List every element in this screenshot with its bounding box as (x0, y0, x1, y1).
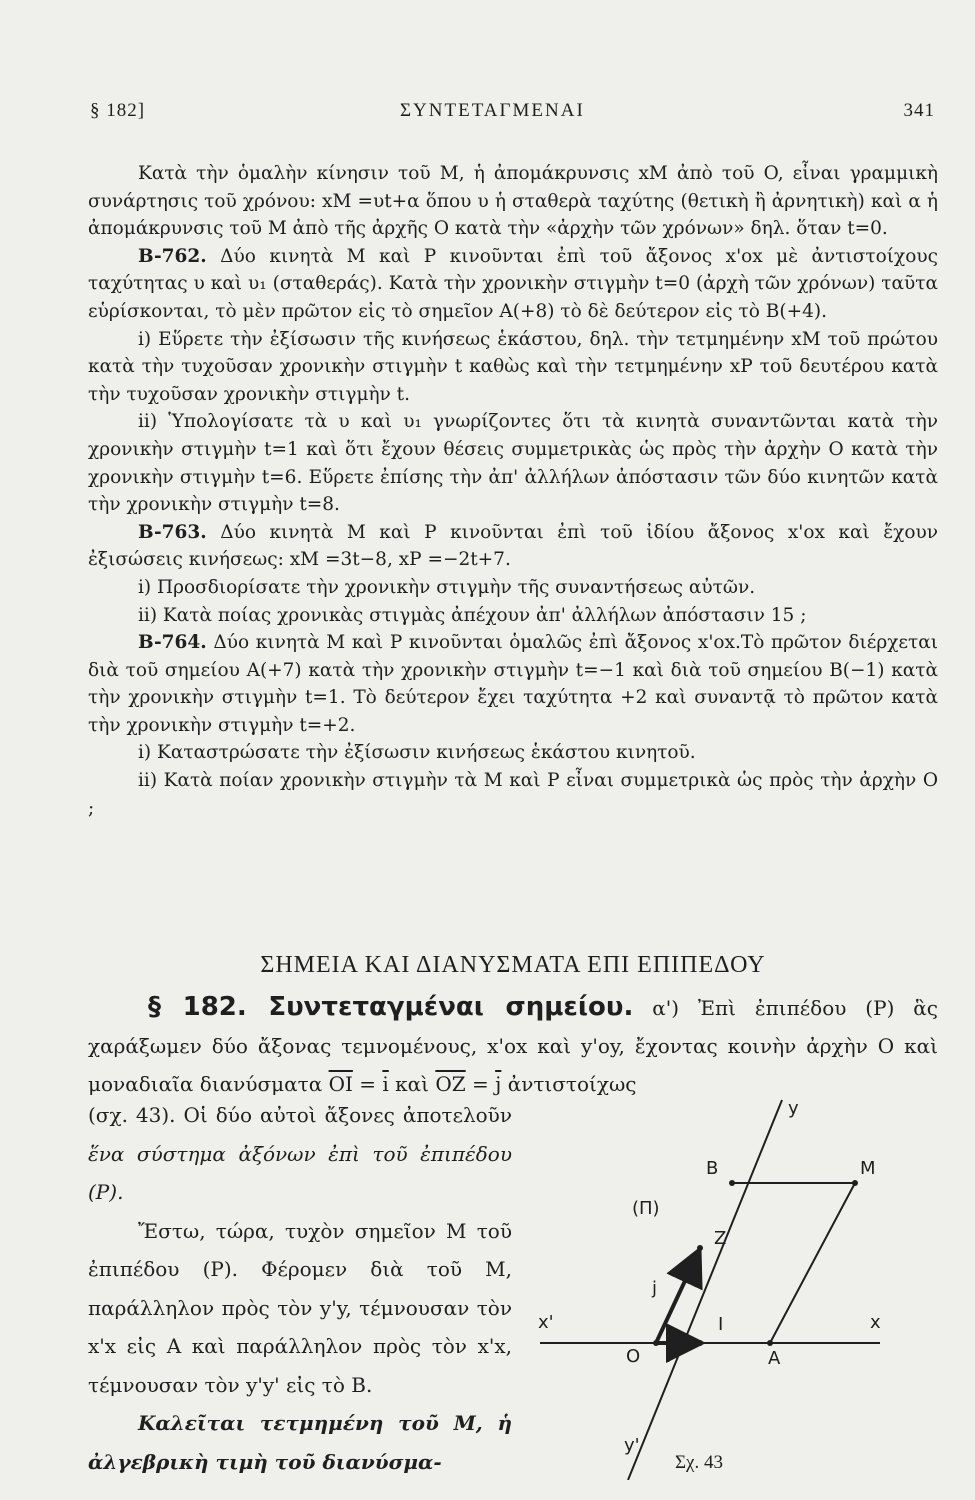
section-intro (88, 988, 938, 1103)
label-x: x (870, 1312, 881, 1333)
problem-text: Δύο κινητὰ Μ καὶ Ρ κινοῦνται ἐπὶ τοῦ ἰδίου ἄξονος x'ox καὶ ἔχουν ἐξισώσεις κινήσεως: xM =3t−8, xP =−2t+7. (88, 521, 939, 571)
point-b (729, 1180, 735, 1186)
figure-caption: Σχ. 43 (675, 1452, 723, 1473)
label-j-vector: j (652, 1278, 658, 1299)
paragraph-point-m: Ἔστω, τώρα, τυχὸν σημεῖον Μ τοῦ ἐπιπέδου (Ρ). Φέρομεν διὰ τοῦ Μ, παράλληλον πρὸς τὸν y'y, τέμνουσαν τὸν x'x εἰς Α καὶ παράλληλον πρὸς τὸν x'x, τέμνουσαν τὸν y'y' εἰς τὸ Β. (88, 1218, 512, 1397)
label-b: B (706, 1158, 719, 1179)
section-text: α') Ἐπὶ ἐπιπέδου (Ρ) ἃς χαράξωμεν δύο ἄξονας τεμνομένους, x'ox καὶ y'oy, ἔχοντας κοινὴν ἀρχὴν O καὶ μοναδιαῖα διανύσματα (88, 996, 938, 1096)
point-m (852, 1180, 858, 1186)
problem-part: i) Καταστρώσατε τὴν ἐξίσωσιν κινήσεως ἑκάστου κινητοῦ. (138, 742, 696, 764)
label-m: M (860, 1158, 876, 1179)
problem-b763 (88, 519, 938, 574)
problems-block (88, 160, 938, 822)
problem-id: B-762. (138, 245, 207, 267)
section-heading: § 182. Συντεταγμέναι σημείου. (148, 992, 634, 1022)
problem-part: ii) Ὑπολογίσατε τὰ υ καὶ υ₁ γνωρίζοντες ὅτι τὰ κινητὰ συναντῶνται κατὰ τὴν χρονικὴν στιγμὴν t=1 καὶ ὅτι ἔχουν θέσεις συμμετρικὰς ὡς πρὸς τὴν ἀρχὴν O κατὰ τὴν χρονικὴν στιγμὴν t=6. Εὕρετε ἐπίσης τὴν ἀπ' ἀλλήλων ἀπόστασιν τῶν δύο κινητῶν κατὰ τὴν χρονικὴν στιγμὴν t=8. (88, 411, 938, 516)
running-header (90, 100, 935, 130)
problem-text: Δύο κινητὰ Μ καὶ Ρ κινοῦνται ἐπὶ τοῦ ἄξονος x'ox μὲ ἀντιστοίχους ταχύτητας υ καὶ υ₁ (σταθεράς). Κατὰ τὴν χρονικὴν στιγμὴν t=0 (ἀρχὴ τῶν χρόνων) ταῦτα εὑρίσκονται, τὸ μὲν πρῶτον εἰς τὸ σημεῖον Α(+8) τὸ δὲ δεύτερον εἰς τὸ Β(+4). (88, 245, 938, 322)
vector-oz: $\overline{OZ}$ (435, 1072, 466, 1096)
section-title: ΣΗΜΕΙΑ ΚΑΙ ΔΙΑΝΥΣΜΑΤΑ ΕΠΙ ΕΠΙΠΕΔΟΥ (260, 952, 766, 978)
problem-part: ii) Κατὰ ποίαν χρονικὴν στιγμὴν τὰ Μ καὶ Ρ εἶναι συμμετρικὰ ὡς πρὸς τὴν ἀρχὴν O ; (88, 770, 938, 819)
problem-id: B-763. (138, 521, 207, 543)
vector-i: $\overline{i}$ (382, 1072, 389, 1096)
problem-part: i) Προσδιορίσατε τὴν χρονικὴν στιγμὴν τῆς συναντήσεως αὐτῶν. (138, 576, 756, 598)
label-y: y (788, 1098, 799, 1119)
axes-diagram (520, 1090, 940, 1480)
label-y-prime: y' (624, 1435, 640, 1456)
problem-b764 (88, 629, 938, 739)
problem-id: B-764. (138, 632, 207, 654)
vector-conjunction: καὶ (395, 1072, 429, 1096)
label-a: A (768, 1348, 781, 1369)
section-text-end: ἀντιστοίχως (507, 1072, 637, 1096)
section-ref: § 182] (90, 100, 146, 121)
point-i (697, 1340, 703, 1346)
problem-part: ii) Κατὰ ποίας χρονικὰς στιγμὰς ἀπέχουν ἀπ' ἀλλήλων ἀπόστασιν 15 ; (138, 604, 807, 626)
label-o: O (626, 1346, 641, 1367)
intro-paragraph: Κατὰ τὴν ὁμαλὴν κίνησιν τοῦ Μ, ἡ ἀπομάκρυνσις xM ἀπὸ τοῦ O, εἶναι γραμμικὴ συνάρτησις τοῦ χρόνου: xM =υt+α ὅπου υ ἡ σταθερὰ ταχύτης (θετικὴ ἢ ἀρνητικὴ) καὶ α ἡ ἀπομάκρυνσις τοῦ Μ ἀπὸ τῆς ἀρχῆς O κατὰ τὴν «ἀρχὴν τῶν χρόνων» δηλ. ὅταν t=0. (88, 163, 938, 240)
section-first-paragraph: § 182. Συντεταγμέναι σημείου. α') Ἐπὶ ἐπιπέδου (Ρ) ἃς χαράξωμεν δύο ἄξονας τεμνομένους, x'ox καὶ y'oy, ἔχοντας κοινὴν ἀρχὴν O καὶ μοναδιαῖα διανύσματα $\overline{OI} = \overline{i}$ καὶ $\overline{OZ} = \overline{j}$ ἀντιστοίχως (88, 992, 938, 1096)
parallel-through-m (770, 1183, 855, 1343)
label-i-point: I (718, 1314, 724, 1335)
paragraph-system (88, 1096, 512, 1212)
definition-text: Καλεῖται τετμημένη τοῦ Μ, ἡ ἀλγεβρικὴ τιμὴ τοῦ διανύσμα- (88, 1411, 512, 1474)
point-a (767, 1340, 773, 1346)
figure-43 (520, 1090, 940, 1480)
label-x-prime: x' (538, 1312, 554, 1333)
label-plane: (Π) (632, 1198, 660, 1219)
page-number: 341 (903, 100, 935, 121)
paragraph-definition (88, 1404, 512, 1481)
vector-oi: $\overline{OI}$ (328, 1072, 353, 1096)
label-i-vector: i (666, 1346, 672, 1367)
unit-vector-j (656, 1253, 698, 1343)
italic-term: ἕνα σύστημα ἀξόνων ἐπὶ τοῦ ἐπιπέδου (Ρ). (88, 1141, 512, 1204)
problem-text: Δύο κινητὰ Μ καὶ Ρ κινοῦνται ὁμαλῶς ἐπὶ ἄξονος x'ox.Τὸ πρῶτον διέρχεται διὰ τοῦ σημείου Α(+7) κατὰ τὴν χρονικὴν στιγμὴν t=−1 καὶ διὰ τοῦ σημείου Β(−1) κατὰ τὴν χρονικὴν στιγμὴν t=1. Τὸ δεύτερον ἔχει ταχύτητα +2 καὶ συναντᾷ τὸ πρῶτον κατὰ τὴν χρονικὴν στιγμὴν t=+2. (88, 632, 938, 736)
problem-part: i) Εὕρετε τὴν ἐξίσωσιν τῆς κινήσεως ἑκάστου, δηλ. τὴν τετμημένην xM τοῦ πρώτου κατὰ τὴν τυχοῦσαν χρονικὴν στιγμὴν t καθὼς καὶ τὴν τετμημένην xP τοῦ δευτέρου κατὰ τὴν τυχοῦσαν χρονικὴν στιγμὴν t. (88, 328, 938, 405)
vector-j: $\overline{j}$ (495, 1072, 502, 1096)
chapter-title: ΣΥΝΤΕΤΑΓΜΕΝΑΙ (400, 100, 585, 121)
problem-b762 (88, 243, 938, 326)
label-z: Z (714, 1228, 727, 1249)
point-o (653, 1340, 659, 1346)
paragraph-text: (σχ. 43). Οἱ δύο αὐτοὶ ἄξονες ἀποτελοῦν (88, 1103, 512, 1127)
left-column-text (88, 1096, 512, 1481)
point-z (697, 1245, 703, 1251)
